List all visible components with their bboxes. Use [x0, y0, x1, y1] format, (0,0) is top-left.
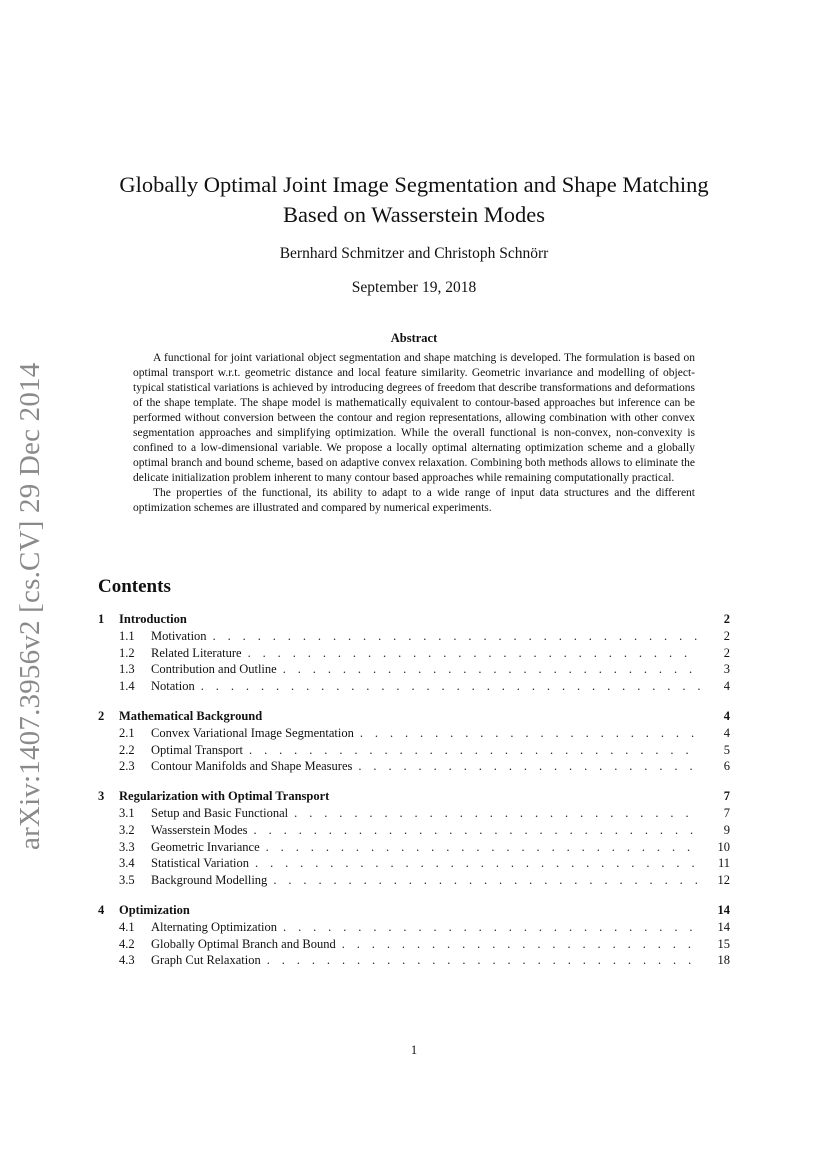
- toc-title: Related Literature: [151, 645, 242, 660]
- toc-leader-dots: [273, 872, 700, 889]
- toc-title: Wasserstein Modes: [151, 822, 248, 837]
- toc-title: Introduction: [119, 612, 187, 626]
- paper-title: [80, 170, 748, 230]
- toc-number: 3.2: [119, 822, 135, 837]
- toc-number: 3.1: [119, 805, 135, 820]
- toc-page-number: 12: [717, 873, 730, 888]
- toc-page-number: 2: [723, 645, 730, 660]
- toc-title: Graph Cut Relaxation: [151, 953, 261, 968]
- authors: Bernhard Schmitzer and Christoph Schnörr: [279, 245, 549, 262]
- toc-section-2: [98, 708, 730, 775]
- toc-leader-dots: [254, 822, 700, 839]
- toc-number: 3.4: [119, 856, 135, 871]
- toc-subsection-entry[interactable]: [98, 872, 730, 889]
- toc-subsection-entry[interactable]: [98, 678, 730, 695]
- toc-page-number: 2: [723, 612, 730, 626]
- toc-leader-dots: [360, 725, 700, 742]
- toc-title: Geometric Invariance: [151, 839, 260, 854]
- toc-number: 1.3: [119, 662, 135, 677]
- toc-number: 2: [98, 708, 105, 723]
- toc-subsection-entry[interactable]: [98, 645, 730, 662]
- toc-title: Mathematical Background: [119, 708, 263, 723]
- toc-subsection-entry[interactable]: [98, 952, 730, 969]
- toc-title: Statistical Variation: [151, 856, 250, 871]
- toc-number: 3.3: [119, 839, 135, 854]
- toc-subsection-entry[interactable]: [98, 919, 730, 936]
- toc-title: Alternating Optimization: [151, 919, 278, 934]
- toc-leader-dots: [342, 936, 700, 953]
- toc-page-number: 15: [717, 936, 730, 951]
- toc-title: Contour Manifolds and Shape Measures: [151, 759, 353, 774]
- contents-heading: Contents: [98, 576, 171, 597]
- toc-title: Background Modelling: [151, 873, 268, 888]
- toc-leader-dots: [249, 742, 700, 759]
- toc-page-number: 14: [717, 919, 730, 934]
- toc-title: Optimization: [119, 902, 190, 917]
- toc-title: Contribution and Outline: [151, 662, 277, 677]
- toc-title: Setup and Basic Functional: [151, 805, 289, 820]
- toc-page-number: 10: [717, 839, 730, 854]
- toc-number: 2.2: [119, 742, 135, 757]
- toc-number: 4.1: [119, 919, 135, 934]
- toc-number: 1.4: [119, 679, 135, 694]
- toc-subsection-entry[interactable]: [98, 725, 730, 742]
- toc-number: 4.2: [119, 936, 135, 951]
- toc-page-number: 5: [723, 742, 730, 757]
- date: September 19, 2018: [351, 279, 477, 296]
- toc-leader-dots: [248, 645, 700, 662]
- toc-leader-dots: [201, 678, 700, 695]
- toc-number: 1: [98, 612, 105, 626]
- toc-title: Globally Optimal Branch and Bound: [151, 936, 336, 951]
- toc-number: 4.3: [119, 953, 135, 968]
- toc-leader-dots: [266, 839, 700, 856]
- toc-subsection-entry[interactable]: [98, 758, 730, 775]
- toc-page-number: 18: [717, 953, 730, 968]
- toc-subsection-entry[interactable]: [98, 742, 730, 759]
- page-number: 1: [410, 1043, 418, 1057]
- toc-leader-dots: [267, 952, 700, 969]
- toc-leader-dots: [294, 805, 700, 822]
- toc-leader-dots: [283, 661, 700, 678]
- toc-page-number: 14: [717, 902, 730, 917]
- toc-title: Motivation: [151, 628, 207, 643]
- toc-number: 3: [98, 789, 105, 804]
- toc-subsection-entry[interactable]: [98, 855, 730, 872]
- toc-subsection-entry[interactable]: [98, 936, 730, 953]
- toc-number: 4: [98, 902, 105, 917]
- abstract-body: [133, 351, 695, 516]
- toc-subsection-entry[interactable]: [98, 822, 730, 839]
- toc-number: 1.1: [119, 628, 135, 643]
- title-line-1: Globally Optimal Joint Image Segmentation and Shape Matching: [119, 172, 709, 197]
- toc-section-entry[interactable]: [98, 902, 730, 919]
- toc-page-number: 7: [723, 805, 730, 820]
- toc-subsection-entry[interactable]: [98, 805, 730, 822]
- toc-title: Convex Variational Image Segmentation: [151, 725, 354, 740]
- title-line-2: Based on Wasserstein Modes: [282, 202, 546, 227]
- toc-page-number: 3: [723, 662, 730, 677]
- toc-subsection-entry[interactable]: [98, 661, 730, 678]
- table-of-contents: [98, 611, 730, 982]
- abstract-paragraph: The properties of the functional, its ability to adapt to a wide range of input data structures and the different optimization schemes are illustrated and compared by numerical experiments.: [133, 487, 695, 514]
- toc-section-entry[interactable]: [98, 708, 730, 725]
- toc-leader-dots: [283, 919, 700, 936]
- toc-leader-dots: [255, 855, 700, 872]
- toc-section-entry[interactable]: [98, 611, 730, 628]
- toc-page-number: 4: [723, 679, 730, 694]
- toc-section-4: [98, 902, 730, 969]
- toc-number: 1.2: [119, 645, 135, 660]
- toc-page-number: 9: [723, 822, 730, 837]
- toc-number: 2.1: [119, 725, 135, 740]
- toc-title: Optimal Transport: [151, 742, 244, 757]
- toc-page-number: 4: [723, 725, 730, 740]
- toc-leader-dots: [358, 758, 700, 775]
- toc-section-1: [98, 611, 730, 695]
- toc-page-number: 6: [723, 759, 730, 774]
- toc-title: Notation: [151, 679, 195, 694]
- toc-leader-dots: [213, 628, 700, 645]
- toc-page-number: 4: [723, 708, 730, 723]
- abstract-heading: Abstract: [390, 331, 438, 345]
- toc-section-entry[interactable]: [98, 788, 730, 805]
- toc-page-number: 2: [723, 628, 730, 643]
- abstract-paragraph: A functional for joint variational object segmentation and shape matching is developed. The formulation is based on optimal transport w.r.t. geometric distance and local feature similarity. Geometric invariance and modelling of object-typical statistical variations is achieved by introducing degrees of freedom that describe transformations and deformations of the shape template. The shape model is mathematically equivalent to contour-based approaches but inference can be performed without conversion between the contour and region representations, allowing combination with other convex segmentation approaches and simplifying optimization. While the overall functional is non-convex, non-convexity is confined to a low-dimensional variable. We propose a locally optimal alternating optimization scheme and a globally optimal branch and bound scheme, based on adaptive convex relaxation. Combining both methods allows to eliminate the delicate initialization problem inherent to many contour based approaches while remaining computationally practical.: [133, 352, 695, 484]
- toc-subsection-entry[interactable]: [98, 628, 730, 645]
- toc-page-number: 11: [717, 856, 730, 871]
- toc-title: Regularization with Optimal Transport: [119, 789, 330, 804]
- toc-number: 3.5: [119, 873, 135, 888]
- toc-subsection-entry[interactable]: [98, 839, 730, 856]
- arxiv-identifier: arXiv:1407.3956v2 [cs.CV] 29 Dec 2014: [14, 362, 46, 850]
- toc-number: 2.3: [119, 759, 135, 774]
- toc-page-number: 7: [723, 789, 730, 804]
- toc-section-3: [98, 788, 730, 889]
